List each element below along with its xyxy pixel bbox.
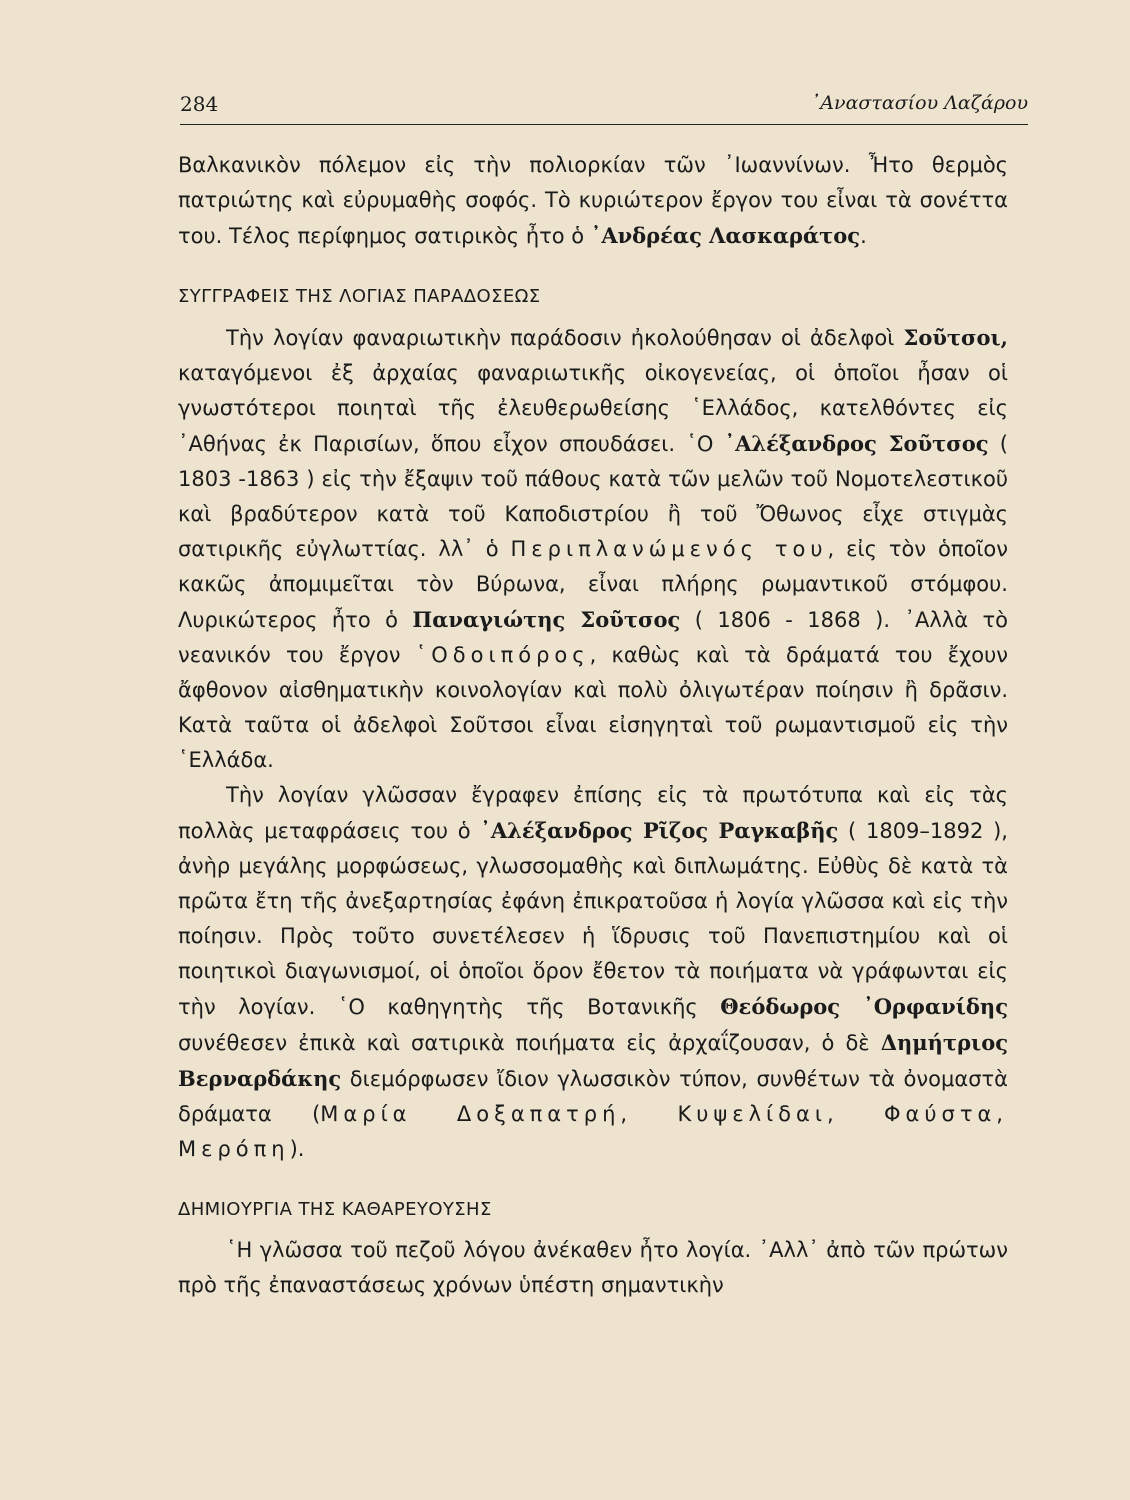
bold-name: ᾿Αλέξανδρος Σοῦτσος [724,431,989,456]
spaced-title: Μαρία Δοξαπατρή, Κυψελίδαι, Φαύστα, Μερόπη [178,1102,1008,1161]
bold-name: Δημήτριος Βερναρδάκης [178,1030,1008,1091]
paragraph-3: Τὴν λογίαν γλῶσσαν ἔγραφεν ἐπίσης εἰς τὰ πρωτότυπα καὶ εἰς τὰς πολλὰς μεταφράσεις του ὁ ᾿Αλέξανδρος Ρῖζος Ραγκαβῆς ( 1809–1892 ), ἀνὴρ μεγάλης μορφώσεως, γλωσσομαθὴς καὶ διπλωμάτης. Εὐθὺς δὲ κατὰ τὰ πρῶτα ἔτη τῆς ἀνεξαρτησίας ἐφάνη ἐπικρατοῦσα ἡ λογία γλῶσσα καὶ εἰς τὴν ποίησιν. Πρὸς τοῦτο συνετέλεσεν ἡ ἵδρυσις τοῦ Πανεπιστημίου καὶ οἱ ποιητικοὶ διαγωνισμοί, οἱ ὁποῖοι ὅρον ἔθετον τὰ ποιήματα νὰ γράφωνται εἰς τὴν λογίαν. ῾Ο καθηγητὴς τῆς Βοτανικῆς Θεόδωρος ᾿Ορφανίδης συνέθεσεν ἐπικὰ καὶ σατιρικὰ ποιήματα εἰς ἀρχαΐζουσαν, ὁ δὲ Δημήτριος Βερναρδάκης διεμόρφωσεν ἴδιον γλωσσικὸν τύπον, συνθέτων τὰ ὀνομαστὰ δράματα (Μαρία Δοξαπατρή, Κυψελίδαι, Φαύστα, Μερόπη). [178,783,1008,1161]
paragraph-2: Τὴν λογίαν φαναριωτικὴν παράδοσιν ἠκολούθησαν οἱ ἀδελφοὶ Σοῦτσοι, καταγόμενοι ἐξ ἀρχαίας φαναριωτικῆς οἰκογενείας, οἱ ὁποῖοι ἦσαν οἱ γνωστότεροι ποιηταὶ τῆς ἐλευθερωθείσης ῾Ελλάδος, κατελθόντες εἰς ᾿Αθήνας ἐκ Παρισίων, ὅπου εἶχον σπουδάσει. ῾Ο ᾿Αλέξανδρος Σοῦτσος ( 1803 -1863 ) εἰς τὴν ἔξαψιν τοῦ πάθους κατὰ τῶν μελῶν τοῦ Νομοτελεστικοῦ καὶ βραδύτερον κατὰ τοῦ Καποδιστρίου ἢ τοῦ Ὄθωνος εἶχε στιγμὰς σατιρικῆς εὐγλωττίας. λλ᾿ ὁ Περιπλανώμενός του, εἰς τὸν ὁποῖον κακῶς ἀπομιμεῖται τὸν Βύρωνα, εἶναι πλήρης ρωμαντικοῦ στόμφου. Λυρικώτερος ἦτο ὁ Παναγιώτης Σοῦτσος ( 1806 - 1868 ). ᾿Αλλὰ τὸ νεανικόν του ἔργον ῾Οδοιπόρος, καθὼς καὶ τὰ δράματά του ἔχουν ἄφθονον αἰσθηματικὴν κοινολογίαν καὶ πολὺ ὀλιγωτέραν ποίησιν ἢ δρᾶσιν. Κατὰ ταῦτα οἱ ἀδελφοὶ Σοῦτσοι εἶναι εἰσηγηταὶ τοῦ ρωμαντισμοῦ εἰς τὴν ῾Ελλάδα. [178,325,1009,772]
bold-name: Σοῦτσοι, [903,325,1008,350]
paragraph-4: ῾Η γλῶσσα τοῦ πεζοῦ λόγου ἀνέκαθεν ἦτο λογία. ᾿Αλλ᾿ ἀπὸ τῶν πρώτων πρὸ τῆς ἐπαναστάσεως χρόνων ὑπέστη σημαντικὴν [178,1238,1008,1297]
section-heading-2: ΔΗΜΙΟΥΡΓΙΑ ΤΗΣ ΚΑΘΑΡΕΥΟΥΣΗΣ [178,1199,492,1220]
page-header [180,88,1028,125]
bold-name: Θεόδωρος ᾿Ορφανίδης [720,994,1008,1019]
page-body [178,148,1008,1303]
bold-name: ᾿Αλέξανδρος Ρῖζος Ραγκαβῆς [480,818,839,843]
section-heading-1: ΣΥΓΓΡΑΦΕΙΣ ΤΗΣ ΛΟΓΙΑΣ ΠΑΡΑΔΟΣΕΩΣ [178,286,541,307]
paragraph-1: Βαλκανικὸν πόλεμον εἰς τὴν πολιορκίαν τῶν ᾿Ιωαννίνων. Ἦτο θερμὸς πατριώτης καὶ εὐρυμαθὴς σοφός. Τὸ κυριώτερον ἔργον του εἶναι τὰ σονέττα του. Τέλος περίφημος σατιρικὸς ἦτο ὁ ᾿Ανδρέας Λασκαράτος. [178,153,1008,248]
bold-name: Παναγιώτης Σοῦτσος [412,607,681,632]
spaced-title: ῾Οδοιπόρος [415,643,590,667]
page-number: 284 [180,92,219,116]
bold-name: ᾿Ανδρέας Λασκαράτος [590,223,861,248]
spaced-title: Περιπλανώμενός του [510,537,828,561]
running-head: ᾿Αναστασίου Λαζάρου [810,92,1028,114]
